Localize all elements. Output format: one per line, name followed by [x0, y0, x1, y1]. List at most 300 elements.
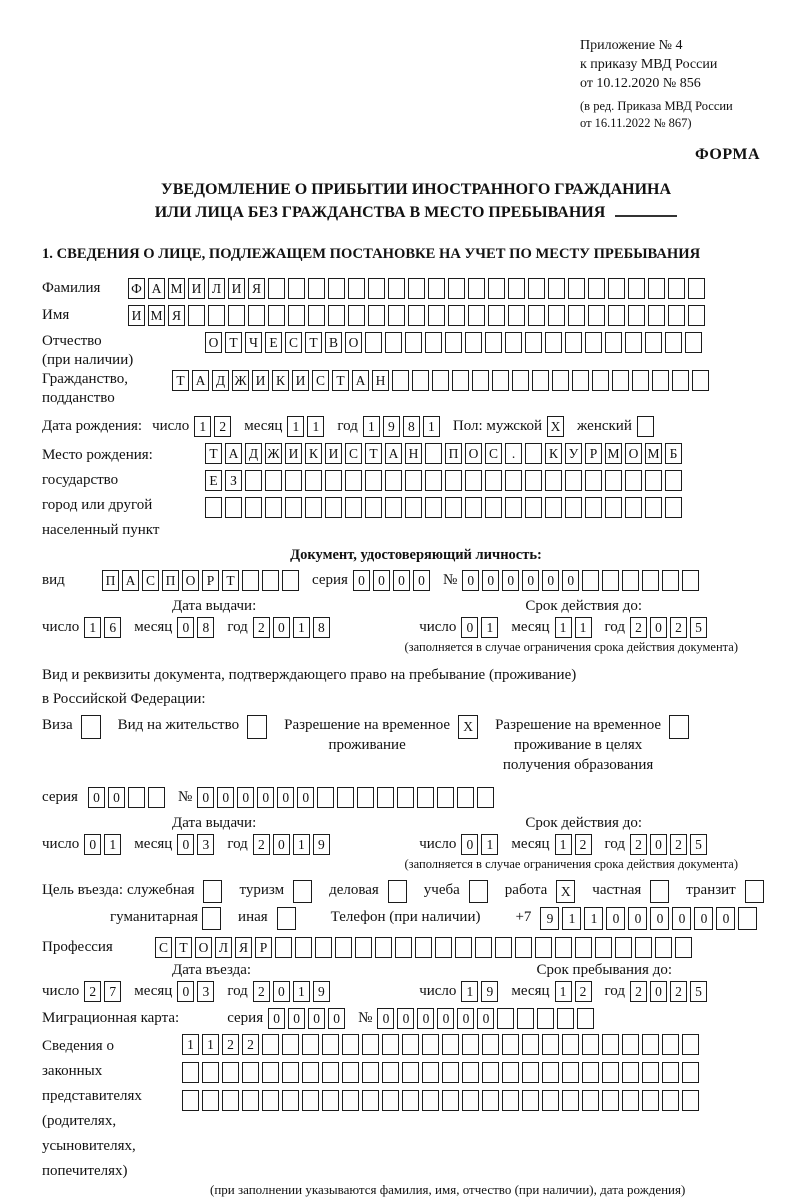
char-cell[interactable]: [412, 370, 429, 391]
char-cell[interactable]: [248, 305, 265, 326]
char-cell[interactable]: [435, 937, 452, 958]
char-cell[interactable]: [405, 470, 422, 491]
char-cell[interactable]: [408, 278, 425, 299]
char-cell[interactable]: [738, 907, 757, 930]
char-cell[interactable]: 0: [84, 834, 101, 855]
char-cell[interactable]: Ж: [232, 370, 249, 391]
char-cell[interactable]: [222, 1062, 239, 1083]
char-cell[interactable]: 0: [650, 834, 667, 855]
char-cell[interactable]: Ж: [265, 443, 282, 464]
char-cell[interactable]: [568, 305, 585, 326]
char-cell[interactable]: [562, 1062, 579, 1083]
char-cell[interactable]: [468, 305, 485, 326]
char-cell[interactable]: [588, 305, 605, 326]
char-cell[interactable]: [282, 1034, 299, 1055]
char-cell[interactable]: [502, 1034, 519, 1055]
char-cell[interactable]: [628, 305, 645, 326]
char-cell[interactable]: [408, 305, 425, 326]
char-cell[interactable]: [565, 497, 582, 518]
char-cell[interactable]: [685, 332, 702, 353]
char-cell[interactable]: [225, 497, 242, 518]
char-cell[interactable]: [262, 570, 279, 591]
char-cell[interactable]: С: [142, 570, 159, 591]
char-cell[interactable]: 0: [88, 787, 105, 808]
char-cell[interactable]: 0: [417, 1008, 434, 1029]
char-cell[interactable]: [672, 370, 689, 391]
char-cell[interactable]: [577, 1008, 594, 1029]
char-cell[interactable]: 0: [377, 1008, 394, 1029]
char-cell[interactable]: [415, 937, 432, 958]
char-cell[interactable]: [282, 1090, 299, 1111]
char-cell[interactable]: М: [168, 278, 185, 299]
char-cell[interactable]: [615, 937, 632, 958]
char-cell[interactable]: 1: [575, 617, 592, 638]
char-cell[interactable]: О: [625, 443, 642, 464]
char-cell[interactable]: [448, 305, 465, 326]
char-cell[interactable]: Т: [222, 570, 239, 591]
char-cell[interactable]: 2: [575, 981, 592, 1002]
char-cell[interactable]: А: [352, 370, 369, 391]
char-cell[interactable]: [635, 937, 652, 958]
char-cell[interactable]: [582, 1062, 599, 1083]
char-cell[interactable]: [622, 1034, 639, 1055]
char-cell[interactable]: 1: [481, 617, 498, 638]
char-cell[interactable]: [622, 570, 639, 591]
char-cell[interactable]: [205, 497, 222, 518]
char-cell[interactable]: [382, 1034, 399, 1055]
char-cell[interactable]: [588, 278, 605, 299]
char-cell[interactable]: [425, 470, 442, 491]
char-cell[interactable]: [682, 1062, 699, 1083]
char-cell[interactable]: [502, 1090, 519, 1111]
char-cell[interactable]: [515, 937, 532, 958]
char-cell[interactable]: [475, 937, 492, 958]
char-cell[interactable]: 0: [482, 570, 499, 591]
char-cell[interactable]: 5: [690, 834, 707, 855]
char-cell[interactable]: [417, 787, 434, 808]
char-cell[interactable]: [745, 880, 764, 903]
char-cell[interactable]: 0: [328, 1008, 345, 1029]
char-cell[interactable]: [425, 332, 442, 353]
char-cell[interactable]: X: [556, 880, 575, 903]
char-cell[interactable]: 0: [308, 1008, 325, 1029]
char-cell[interactable]: [532, 370, 549, 391]
char-cell[interactable]: 1: [481, 834, 498, 855]
char-cell[interactable]: [242, 1062, 259, 1083]
char-cell[interactable]: 0: [502, 570, 519, 591]
char-cell[interactable]: [428, 278, 445, 299]
char-cell[interactable]: В: [325, 332, 342, 353]
char-cell[interactable]: [497, 1008, 514, 1029]
char-cell[interactable]: 9: [313, 981, 330, 1002]
char-cell[interactable]: [397, 787, 414, 808]
char-cell[interactable]: И: [285, 443, 302, 464]
char-cell[interactable]: Я: [248, 278, 265, 299]
char-cell[interactable]: [245, 470, 262, 491]
char-cell[interactable]: Д: [212, 370, 229, 391]
char-cell[interactable]: 0: [393, 570, 410, 591]
char-cell[interactable]: С: [285, 332, 302, 353]
char-cell[interactable]: [128, 787, 145, 808]
char-cell[interactable]: [268, 305, 285, 326]
char-cell[interactable]: [317, 787, 334, 808]
char-cell[interactable]: [308, 305, 325, 326]
char-cell[interactable]: [288, 278, 305, 299]
char-cell[interactable]: Т: [175, 937, 192, 958]
char-cell[interactable]: [208, 305, 225, 326]
char-cell[interactable]: [277, 907, 296, 930]
char-cell[interactable]: 9: [540, 907, 559, 930]
char-cell[interactable]: [428, 305, 445, 326]
char-cell[interactable]: [605, 470, 622, 491]
char-cell[interactable]: [357, 787, 374, 808]
char-cell[interactable]: [81, 715, 101, 739]
char-cell[interactable]: [612, 370, 629, 391]
char-cell[interactable]: [348, 305, 365, 326]
char-cell[interactable]: [545, 332, 562, 353]
char-cell[interactable]: 2: [84, 981, 101, 1002]
char-cell[interactable]: 2: [670, 834, 687, 855]
char-cell[interactable]: [552, 370, 569, 391]
char-cell[interactable]: 7: [104, 981, 121, 1002]
char-cell[interactable]: [565, 332, 582, 353]
char-cell[interactable]: [522, 1062, 539, 1083]
char-cell[interactable]: [362, 1062, 379, 1083]
char-cell[interactable]: [275, 937, 292, 958]
char-cell[interactable]: 0: [457, 1008, 474, 1029]
char-cell[interactable]: М: [605, 443, 622, 464]
char-cell[interactable]: [688, 278, 705, 299]
char-cell[interactable]: 0: [716, 907, 735, 930]
char-cell[interactable]: [650, 880, 669, 903]
char-cell[interactable]: [425, 443, 442, 464]
char-cell[interactable]: [365, 470, 382, 491]
char-cell[interactable]: [632, 370, 649, 391]
char-cell[interactable]: [285, 497, 302, 518]
char-cell[interactable]: [605, 332, 622, 353]
char-cell[interactable]: [572, 370, 589, 391]
char-cell[interactable]: 0: [108, 787, 125, 808]
char-cell[interactable]: 0: [462, 570, 479, 591]
char-cell[interactable]: [488, 278, 505, 299]
char-cell[interactable]: [652, 370, 669, 391]
char-cell[interactable]: [462, 1062, 479, 1083]
char-cell[interactable]: [282, 570, 299, 591]
char-cell[interactable]: К: [545, 443, 562, 464]
char-cell[interactable]: [492, 370, 509, 391]
char-cell[interactable]: С: [312, 370, 329, 391]
char-cell[interactable]: 1: [555, 617, 572, 638]
char-cell[interactable]: [328, 305, 345, 326]
char-cell[interactable]: [265, 497, 282, 518]
char-cell[interactable]: [337, 787, 354, 808]
char-cell[interactable]: [377, 787, 394, 808]
char-cell[interactable]: И: [128, 305, 145, 326]
char-cell[interactable]: [692, 370, 709, 391]
char-cell[interactable]: [445, 497, 462, 518]
char-cell[interactable]: [375, 937, 392, 958]
char-cell[interactable]: [648, 278, 665, 299]
char-cell[interactable]: [265, 470, 282, 491]
char-cell[interactable]: [365, 332, 382, 353]
char-cell[interactable]: 2: [575, 834, 592, 855]
char-cell[interactable]: 1: [202, 1034, 219, 1055]
char-cell[interactable]: [262, 1034, 279, 1055]
char-cell[interactable]: [362, 1034, 379, 1055]
char-cell[interactable]: [585, 470, 602, 491]
char-cell[interactable]: С: [485, 443, 502, 464]
char-cell[interactable]: [592, 370, 609, 391]
char-cell[interactable]: [505, 332, 522, 353]
char-cell[interactable]: 0: [177, 981, 194, 1002]
char-cell[interactable]: [682, 1034, 699, 1055]
char-cell[interactable]: К: [305, 443, 322, 464]
char-cell[interactable]: [645, 497, 662, 518]
char-cell[interactable]: Я: [235, 937, 252, 958]
char-cell[interactable]: [262, 1090, 279, 1111]
char-cell[interactable]: 2: [253, 834, 270, 855]
char-cell[interactable]: [512, 370, 529, 391]
char-cell[interactable]: [295, 937, 312, 958]
char-cell[interactable]: 2: [253, 617, 270, 638]
char-cell[interactable]: [525, 470, 542, 491]
char-cell[interactable]: 1: [562, 907, 581, 930]
char-cell[interactable]: 2: [214, 416, 231, 437]
char-cell[interactable]: [469, 880, 488, 903]
char-cell[interactable]: [342, 1062, 359, 1083]
char-cell[interactable]: [555, 937, 572, 958]
char-cell[interactable]: [385, 470, 402, 491]
char-cell[interactable]: С: [345, 443, 362, 464]
char-cell[interactable]: 8: [403, 416, 420, 437]
char-cell[interactable]: [642, 570, 659, 591]
char-cell[interactable]: 1: [423, 416, 440, 437]
char-cell[interactable]: 9: [383, 416, 400, 437]
char-cell[interactable]: А: [192, 370, 209, 391]
char-cell[interactable]: 3: [197, 981, 214, 1002]
char-cell[interactable]: [325, 497, 342, 518]
char-cell[interactable]: 2: [242, 1034, 259, 1055]
char-cell[interactable]: [442, 1062, 459, 1083]
char-cell[interactable]: [242, 570, 259, 591]
char-cell[interactable]: О: [345, 332, 362, 353]
char-cell[interactable]: [517, 1008, 534, 1029]
char-cell[interactable]: [322, 1090, 339, 1111]
char-cell[interactable]: [565, 470, 582, 491]
char-cell[interactable]: [525, 497, 542, 518]
char-cell[interactable]: [365, 497, 382, 518]
char-cell[interactable]: [622, 1090, 639, 1111]
char-cell[interactable]: И: [292, 370, 309, 391]
char-cell[interactable]: X: [458, 715, 478, 739]
char-cell[interactable]: [645, 332, 662, 353]
char-cell[interactable]: 0: [257, 787, 274, 808]
char-cell[interactable]: [637, 416, 654, 437]
char-cell[interactable]: М: [148, 305, 165, 326]
char-cell[interactable]: [602, 1034, 619, 1055]
char-cell[interactable]: 6: [104, 617, 121, 638]
char-cell[interactable]: 0: [650, 907, 669, 930]
char-cell[interactable]: 9: [481, 981, 498, 1002]
char-cell[interactable]: 0: [197, 787, 214, 808]
char-cell[interactable]: 9: [313, 834, 330, 855]
char-cell[interactable]: П: [102, 570, 119, 591]
char-cell[interactable]: 8: [313, 617, 330, 638]
char-cell[interactable]: [293, 880, 312, 903]
char-cell[interactable]: [602, 1062, 619, 1083]
char-cell[interactable]: [582, 1090, 599, 1111]
char-cell[interactable]: 2: [670, 981, 687, 1002]
char-cell[interactable]: [562, 1034, 579, 1055]
char-cell[interactable]: [525, 443, 542, 464]
char-cell[interactable]: А: [225, 443, 242, 464]
char-cell[interactable]: [305, 497, 322, 518]
char-cell[interactable]: [402, 1062, 419, 1083]
char-cell[interactable]: [668, 305, 685, 326]
char-cell[interactable]: 8: [197, 617, 214, 638]
char-cell[interactable]: [388, 305, 405, 326]
char-cell[interactable]: 2: [630, 617, 647, 638]
char-cell[interactable]: [542, 1062, 559, 1083]
char-cell[interactable]: 0: [397, 1008, 414, 1029]
char-cell[interactable]: М: [645, 443, 662, 464]
char-cell[interactable]: И: [188, 278, 205, 299]
char-cell[interactable]: [388, 880, 407, 903]
char-cell[interactable]: [465, 470, 482, 491]
char-cell[interactable]: [262, 1062, 279, 1083]
char-cell[interactable]: [308, 278, 325, 299]
char-cell[interactable]: [562, 1090, 579, 1111]
char-cell[interactable]: [465, 497, 482, 518]
char-cell[interactable]: 0: [273, 834, 290, 855]
char-cell[interactable]: [432, 370, 449, 391]
char-cell[interactable]: 1: [363, 416, 380, 437]
char-cell[interactable]: [508, 305, 525, 326]
char-cell[interactable]: [335, 937, 352, 958]
char-cell[interactable]: Т: [172, 370, 189, 391]
char-cell[interactable]: [345, 470, 362, 491]
char-cell[interactable]: [202, 1090, 219, 1111]
char-cell[interactable]: [452, 370, 469, 391]
char-cell[interactable]: Е: [205, 470, 222, 491]
char-cell[interactable]: 0: [237, 787, 254, 808]
char-cell[interactable]: [445, 332, 462, 353]
char-cell[interactable]: [605, 497, 622, 518]
char-cell[interactable]: 1: [293, 981, 310, 1002]
char-cell[interactable]: П: [445, 443, 462, 464]
char-cell[interactable]: 1: [461, 981, 478, 1002]
char-cell[interactable]: [682, 1090, 699, 1111]
char-cell[interactable]: 0: [650, 981, 667, 1002]
char-cell[interactable]: 0: [606, 907, 625, 930]
char-cell[interactable]: [665, 332, 682, 353]
char-cell[interactable]: [662, 1034, 679, 1055]
char-cell[interactable]: [477, 787, 494, 808]
char-cell[interactable]: 1: [293, 834, 310, 855]
char-cell[interactable]: [608, 305, 625, 326]
char-cell[interactable]: [625, 332, 642, 353]
char-cell[interactable]: 0: [650, 617, 667, 638]
char-cell[interactable]: [655, 937, 672, 958]
char-cell[interactable]: 0: [477, 1008, 494, 1029]
char-cell[interactable]: [422, 1090, 439, 1111]
char-cell[interactable]: [669, 715, 689, 739]
char-cell[interactable]: [568, 278, 585, 299]
char-cell[interactable]: 1: [584, 907, 603, 930]
char-cell[interactable]: [482, 1090, 499, 1111]
char-cell[interactable]: 2: [670, 617, 687, 638]
char-cell[interactable]: [582, 1034, 599, 1055]
char-cell[interactable]: [368, 305, 385, 326]
char-cell[interactable]: Н: [372, 370, 389, 391]
char-cell[interactable]: [495, 937, 512, 958]
char-cell[interactable]: 1: [307, 416, 324, 437]
char-cell[interactable]: 1: [84, 617, 101, 638]
char-cell[interactable]: [302, 1062, 319, 1083]
char-cell[interactable]: 0: [273, 981, 290, 1002]
char-cell[interactable]: 2: [630, 834, 647, 855]
char-cell[interactable]: [388, 278, 405, 299]
char-cell[interactable]: [528, 278, 545, 299]
char-cell[interactable]: 1: [104, 834, 121, 855]
char-cell[interactable]: [675, 937, 692, 958]
char-cell[interactable]: [382, 1062, 399, 1083]
char-cell[interactable]: 1: [182, 1034, 199, 1055]
char-cell[interactable]: Р: [202, 570, 219, 591]
char-cell[interactable]: [402, 1090, 419, 1111]
char-cell[interactable]: И: [325, 443, 342, 464]
char-cell[interactable]: [485, 332, 502, 353]
char-cell[interactable]: X: [547, 416, 564, 437]
char-cell[interactable]: .: [505, 443, 522, 464]
char-cell[interactable]: [488, 305, 505, 326]
char-cell[interactable]: [505, 470, 522, 491]
char-cell[interactable]: 0: [628, 907, 647, 930]
char-cell[interactable]: [622, 1062, 639, 1083]
char-cell[interactable]: [405, 332, 422, 353]
char-cell[interactable]: Т: [225, 332, 242, 353]
char-cell[interactable]: [465, 332, 482, 353]
char-cell[interactable]: 0: [353, 570, 370, 591]
char-cell[interactable]: 3: [197, 834, 214, 855]
char-cell[interactable]: [645, 470, 662, 491]
char-cell[interactable]: [322, 1034, 339, 1055]
char-cell[interactable]: [462, 1090, 479, 1111]
char-cell[interactable]: [405, 497, 422, 518]
char-cell[interactable]: [542, 1090, 559, 1111]
char-cell[interactable]: [362, 1090, 379, 1111]
char-cell[interactable]: [642, 1034, 659, 1055]
char-cell[interactable]: [648, 305, 665, 326]
char-cell[interactable]: [468, 278, 485, 299]
char-cell[interactable]: [368, 278, 385, 299]
char-cell[interactable]: З: [225, 470, 242, 491]
char-cell[interactable]: 0: [672, 907, 691, 930]
char-cell[interactable]: [203, 880, 222, 903]
char-cell[interactable]: [442, 1034, 459, 1055]
char-cell[interactable]: Д: [245, 443, 262, 464]
char-cell[interactable]: [402, 1034, 419, 1055]
char-cell[interactable]: [545, 497, 562, 518]
char-cell[interactable]: И: [252, 370, 269, 391]
char-cell[interactable]: [342, 1090, 359, 1111]
char-cell[interactable]: [485, 470, 502, 491]
char-cell[interactable]: 0: [177, 834, 194, 855]
char-cell[interactable]: [665, 470, 682, 491]
char-cell[interactable]: А: [122, 570, 139, 591]
char-cell[interactable]: Я: [168, 305, 185, 326]
char-cell[interactable]: [602, 570, 619, 591]
